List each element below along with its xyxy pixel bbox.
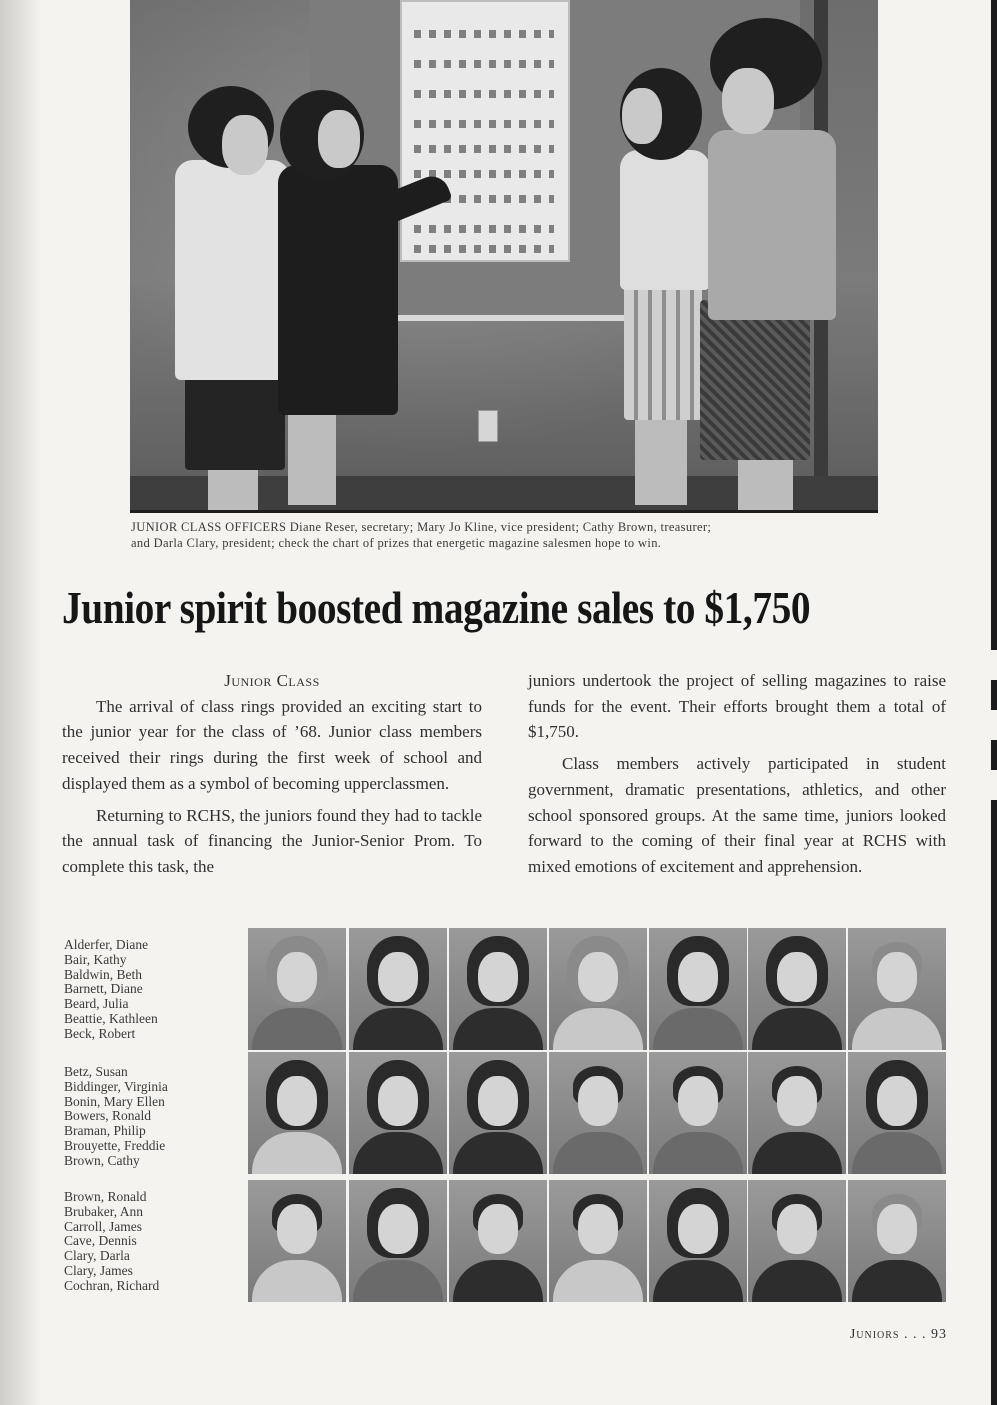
portrait-shoulders <box>752 1132 842 1174</box>
portrait-face <box>478 1076 518 1126</box>
photo-prize-chart <box>400 0 570 262</box>
portrait-face <box>378 1204 418 1254</box>
portrait-shoulders <box>553 1132 643 1174</box>
portrait-shoulders <box>653 1132 743 1174</box>
student-portrait <box>748 1052 846 1174</box>
page-edge-tabs <box>991 650 997 820</box>
article-paragraph-2: Returning to RCHS, the juniors found they had to tackle the annual task of financing the Junior-Senior Prom. To complete this task, the <box>62 805 482 876</box>
page-number: 93 <box>931 1327 947 1342</box>
portrait-shoulders <box>453 1008 543 1050</box>
portrait-shoulders <box>252 1008 342 1050</box>
portrait-face <box>678 952 718 1002</box>
portrait-face <box>777 1076 817 1126</box>
portrait-shoulders <box>553 1260 643 1302</box>
portrait-face <box>877 1076 917 1126</box>
student-portrait <box>449 928 547 1050</box>
portrait-shoulders <box>453 1260 543 1302</box>
portrait-face <box>678 1204 718 1254</box>
portrait-face <box>578 1204 618 1254</box>
portrait-face <box>277 952 317 1002</box>
page-headline: Junior spirit boosted magazine sales to $1,750 <box>62 583 811 633</box>
student-portrait <box>748 928 846 1050</box>
article-paragraph-3: juniors undertook the project of selling magazines to raise funds for the event. Their efforts brought them a total of $1,750. <box>528 671 946 742</box>
student-portrait <box>449 1180 547 1302</box>
footer-section: Juniors <box>849 1327 900 1342</box>
portrait-shoulders <box>653 1260 743 1302</box>
portrait-face <box>277 1076 317 1126</box>
portrait-face <box>578 1076 618 1126</box>
portrait-face <box>277 1204 317 1254</box>
student-portrait <box>649 1180 747 1302</box>
caption-line-1: JUNIOR CLASS OFFICERS Diane Reser, secretary; Mary Jo Kline, vice president; Cathy Brown, treasurer; <box>131 520 712 534</box>
portrait-shoulders <box>653 1008 743 1050</box>
name-list-row-1: Alderfer, Diane Bair, Kathy Baldwin, Beth Barnett, Diane Beard, Julia Beattie, Kathleen Beck, Robert <box>64 937 158 1041</box>
photo-caption <box>131 519 891 551</box>
student-portrait <box>248 1180 346 1302</box>
portrait-shoulders <box>453 1132 543 1174</box>
portrait-shoulders <box>252 1132 342 1174</box>
article-column-right <box>528 668 946 880</box>
student-portrait <box>248 1052 346 1174</box>
student-portrait <box>449 1052 547 1174</box>
student-portrait <box>549 928 647 1050</box>
caption-line-2: and Darla Clary, president; check the chart of prizes that energetic magazine salesmen hope to win. <box>131 536 662 550</box>
student-portrait <box>848 1180 946 1302</box>
name-list-row-3: Brown, Ronald Brubaker, Ann Carroll, James Cave, Dennis Clary, Darla Clary, James Cochran, Richard <box>64 1189 160 1293</box>
portrait-shoulders <box>252 1260 342 1302</box>
portrait-face <box>378 952 418 1002</box>
page-footer <box>850 1327 947 1343</box>
student-portrait <box>649 928 747 1050</box>
portrait-shoulders <box>752 1008 842 1050</box>
section-label: Junior Class <box>224 671 320 690</box>
page-gutter-shadow <box>0 0 42 1405</box>
photo-outlet <box>478 410 498 442</box>
portrait-face <box>378 1076 418 1126</box>
portrait-shoulders <box>353 1260 443 1302</box>
student-portrait <box>748 1180 846 1302</box>
student-portrait <box>349 1180 447 1302</box>
portrait-shoulders <box>852 1260 942 1302</box>
student-portrait <box>549 1052 647 1174</box>
portrait-shoulders <box>752 1260 842 1302</box>
student-portrait <box>349 1052 447 1174</box>
name-list-row-2: Betz, Susan Biddinger, Virginia Bonin, Mary Ellen Bowers, Ronald Braman, Philip Brouyette, Freddie Brown, Cathy <box>64 1064 168 1168</box>
student-portrait <box>248 928 346 1050</box>
portrait-shoulders <box>553 1008 643 1050</box>
portrait-face <box>777 1204 817 1254</box>
article-paragraph-4: Class members actively participated in student government, dramatic presentations, athletics, and other school sponsored groups. At the same time, juniors looked forward to the coming of their final year at RCHS with mixed emotions of excitement and apprehension. <box>528 754 946 876</box>
officers-photo <box>130 0 878 513</box>
student-portrait <box>848 1052 946 1174</box>
portrait-shoulders <box>852 1132 942 1174</box>
portrait-face <box>578 952 618 1002</box>
student-portrait <box>649 1052 747 1174</box>
student-portrait <box>549 1180 647 1302</box>
footer-dots: . . . <box>904 1327 927 1342</box>
portrait-face <box>877 952 917 1002</box>
student-portrait <box>848 928 946 1050</box>
portrait-face <box>877 1204 917 1254</box>
portrait-face <box>478 1204 518 1254</box>
portrait-face <box>678 1076 718 1126</box>
portrait-face <box>777 952 817 1002</box>
student-portrait <box>349 928 447 1050</box>
portrait-shoulders <box>353 1008 443 1050</box>
portrait-face <box>478 952 518 1002</box>
article-paragraph-1: The arrival of class rings provided an exciting start to the junior year for the class of ’68. Junior class members received their rings during the first week of school and displayed them as a symbol of becoming upperclassmen. <box>62 696 482 793</box>
article-column-left <box>62 668 482 880</box>
portrait-shoulders <box>353 1132 443 1174</box>
portrait-shoulders <box>852 1008 942 1050</box>
